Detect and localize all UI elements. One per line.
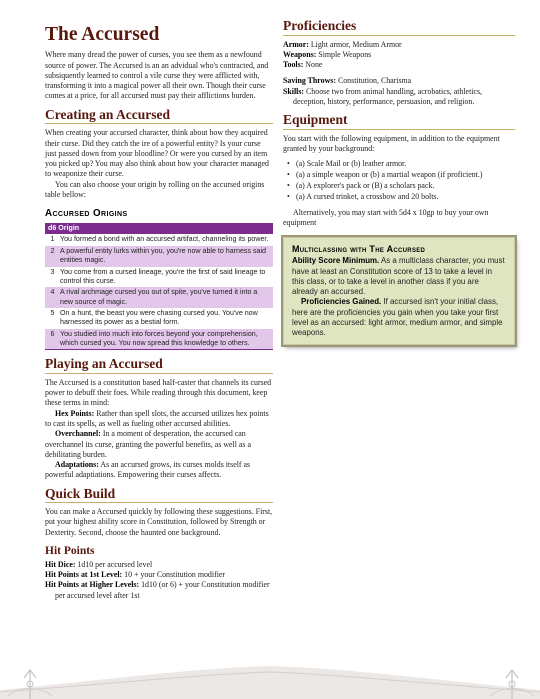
armor-line [283, 40, 515, 50]
roll-text: A rival archmage cursed you out of spite, you've turned it into a new source of magic. [57, 287, 273, 308]
proficiencies-gained-text: If accursed isn't your initial class, here are the proficiencies you gain when you take your first level as an accursed: light armor, medium armor, and simple weapons. [292, 297, 503, 338]
quick-build-paragraph: You can make a Accursed quickly by following these suggestions. First, put your highest ability score in Constitution, followed by Strength or Dexterity. Second, choose the haunted one background. [45, 507, 273, 537]
tools-label: Tools: [283, 60, 304, 70]
quick-build-heading: Quick Build [45, 486, 273, 504]
multiclass-note-title: Multiclassing with The Accursed [292, 244, 426, 255]
saving-throws-label: Saving Throws: [283, 76, 336, 86]
list-item: • (a) A explorer's pack or (B) a scholars pack. [287, 181, 515, 192]
armor-text: Light armor, Medium Armor [308, 39, 402, 49]
table-row [45, 329, 273, 350]
roll-text: A powerful entity lurks within you, you're now able to harness said entities magic. [57, 246, 273, 267]
weapons-text: Simple Weapons [316, 49, 372, 59]
skills-text: Choose two from animal handling, acrobatics, athletics, deception, history, performance, persuasion, and religion. [293, 86, 482, 106]
hp-higher-label: Hit Points at Higher Levels: [45, 580, 140, 590]
weapons-label: Weapons: [283, 49, 317, 59]
hit-dice-text: 1d10 per accursed level [75, 559, 153, 569]
skills-line [283, 87, 515, 108]
proficiencies-gained-paragraph [292, 297, 506, 338]
hit-points-heading: Hit Points [45, 544, 95, 557]
saving-throws-line [283, 76, 515, 86]
origins-table [45, 223, 273, 349]
skills-label: Skills: [283, 86, 305, 96]
adaptations-label: Adaptations: [55, 460, 99, 470]
origins-heading: Accursed Origins [45, 208, 128, 220]
footer-ornament [0, 656, 540, 699]
list-item: • (a) A cursed trinket, a crossbow and 20 bolts. [287, 192, 515, 203]
roll-number: 6 [45, 329, 57, 350]
hp-first-label: Hit Points at 1st Level: [45, 570, 123, 580]
hex-points-text: Rather than spell slots, the accursed utilizes hex points to cast its spells, as well as fueling other accursed abilities. [45, 408, 269, 429]
proficiencies-heading: Proficiencies [283, 18, 515, 36]
intro-paragraph: Where many dread the power of curses, you see them as a newfound source of power. The Accursed is an an advidual who's contracted, and subsiquently learned to control a vile curse they were afflicted with, transforming it into a magical power all their own. Though their curse comes at a price, for all accursed must pay their afflictions burden. [45, 50, 269, 101]
table-row [45, 234, 273, 245]
creating-paragraph-2: You can also choose your origin by rolling on the accursed origins table bellow: [45, 179, 265, 199]
page-title: The Accursed [45, 24, 160, 45]
roll-text: You come from a cursed lineage, you're the first of said lineage to control this curse. [60, 267, 266, 285]
ability-minimum-text: As a multiclass character, you must have at least an Constitution score of 13 to take a level in this class, or to take a level in another class if you are already an accursed. [292, 256, 505, 297]
equipment-heading: Equipment [283, 112, 515, 130]
playing-paragraph: The Accursed is a constitution based half-caster that channels its cursed power to debuff their foes. While reading through this document, keep these terms in mind: [45, 377, 272, 408]
origins-table-wrapper [45, 223, 273, 350]
ability-minimum-label: Ability Score Minimum. [292, 256, 380, 266]
equipment-intro: You start with the following equipment, in addition to the equipment granted by your background: [283, 133, 500, 153]
hp-first-text: 10 + your Constitution modifier [122, 570, 226, 580]
adaptations-paragraph [45, 460, 273, 481]
tools-line [283, 60, 515, 70]
hit-dice-line [45, 560, 273, 570]
roll-number: 1 [50, 235, 55, 244]
saving-throws-text: Constitution, Charisma [336, 76, 412, 86]
overchannel-text: In a moment of desperation, the accursed can overchannel its curse, granting the powerful benefits, as well as a debilitating burden. [45, 429, 251, 459]
weapons-line [283, 50, 515, 60]
multiclass-note-box [283, 237, 515, 345]
list-item: • (a) Scale Mail or (b) leather armor. [287, 159, 515, 170]
table-row [45, 246, 273, 267]
hex-points-label: Hex Points: [55, 408, 95, 418]
table-row [45, 287, 273, 308]
roll-number: 2 [45, 246, 57, 267]
hex-points-paragraph [45, 409, 273, 430]
proficiencies-gained-label: Proficiencies Gained. [301, 297, 382, 307]
roll-text: You formed a bond with an accursed artifact, channeling its power. [60, 235, 269, 244]
playing-heading: Playing an Accursed [45, 356, 273, 374]
overchannel-paragraph [45, 429, 273, 460]
adaptations-text: As an accursed grows, its curses molds itself as powerful adaptiations. Empowering their curses affects. [45, 460, 251, 480]
left-column [45, 24, 273, 601]
hp-higher-text: 1d10 (or 6) + your Constitution modifier per accursed level after 1st [55, 580, 270, 600]
hp-first-line [45, 570, 273, 580]
overchannel-label: Overchannel: [55, 429, 101, 439]
tools-text: None [303, 60, 323, 70]
table-row [45, 267, 273, 288]
creating-heading: Creating an Accursed [45, 107, 273, 125]
list-item: • (a) a simple weapon or (b) a martial weapon (if proficient.) [287, 170, 515, 181]
roll-number: 3 [50, 267, 55, 276]
roll-text: On a hunt, the beast you were chasing cursed you. You've now harnessed its power as a bestial form. [60, 309, 258, 327]
right-column [283, 18, 515, 345]
roll-text: You studied into much into forces beyond your comprehension, which cursed you. You now spread this knowledge to others. [57, 329, 273, 350]
creating-paragraph-1: When creating your accursed character, think about how they acquired their curse. Did they catch the ire of a powerful entity? Is your curse just passed down from your bloodline? Or were you cursed by an item you picked up? You may also think about how your character managed to weaponize their curse. [45, 128, 269, 179]
armor-label: Armor: [283, 39, 309, 49]
equipment-alternative: Alternatively, you may start with 5d4 x 10gp to buy your own equipment [283, 207, 489, 228]
ability-minimum-paragraph [292, 256, 506, 297]
hp-higher-line [45, 580, 273, 601]
table-row [45, 308, 273, 329]
hit-dice-label: Hit Dice: [45, 559, 76, 569]
equipment-list [287, 159, 515, 203]
roll-number: 5 [50, 309, 55, 317]
roll-number: 4 [45, 287, 57, 308]
origins-table-header: d6 Origin [45, 223, 273, 234]
